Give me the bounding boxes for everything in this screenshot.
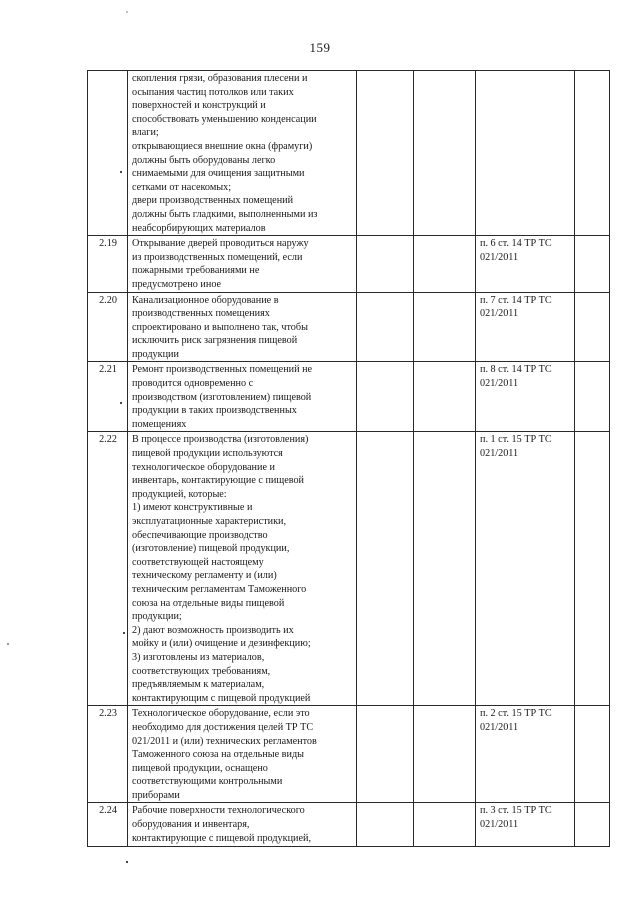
reference-cell: п. 6 ст. 14 ТР ТС 021/2011: [476, 236, 575, 292]
scan-speck: [126, 861, 128, 863]
row-number-cell: 2.21: [88, 362, 128, 432]
requirement-text-cell: Открывание дверей проводиться наружу из производственных помещений, если пожарными требованиями не предусмотрено иное: [128, 236, 357, 292]
scan-speck: [7, 643, 9, 645]
reference-cell: п. 3 ст. 15 ТР ТС 021/2011: [476, 803, 575, 847]
row-number-cell: 2.20: [88, 292, 128, 362]
page-number: 159: [309, 40, 331, 55]
row-number-cell: 2.24: [88, 803, 128, 847]
requirement-text-cell: Технологическое оборудование, если это необходимо для достижения целей ТР ТС 021/2011 и (или) технических регламентов Таможенного союза на отдельные виды пищевой продукции, оснащено соответствующими контрольными приборами: [128, 706, 357, 803]
requirement-text-cell: скопления грязи, образования плесени и осыпания частиц потолков или таких поверхностей и конструкций и способствовать уменьшению конденсации влаги; открывающиеся внешние окна (фрамуги) должны быть оборудованы легко снимаемыми для очищения защитными сетками от насекомых; двери производственных помещений должны быть гладкими, выполненными из неабсорбирующих материалов: [128, 71, 357, 236]
reference-cell: п. 8 ст. 14 ТР ТС 021/2011: [476, 362, 575, 432]
scan-speck: [120, 171, 122, 173]
requirement-text-cell: Канализационное оборудование в производственных помещениях спроектировано и выполнено так, чтобы исключить риск загрязнения пищевой продукции: [128, 292, 357, 362]
scan-speck: [120, 402, 122, 404]
row-number-cell: 2.22: [88, 432, 128, 706]
requirement-text-cell: Рабочие поверхности технологического оборудования и инвентаря, контактирующие с пищевой продукцией,: [128, 803, 357, 847]
row-number-cell: 2.23: [88, 706, 128, 803]
reference-cell: п. 7 ст. 14 ТР ТС 021/2011: [476, 292, 575, 362]
requirement-text-cell: В процессе производства (изготовления) пищевой продукции используются технологическое оборудование и инвентарь, контактирующие с пищевой продукцией, которые: 1) имеют конструктивные и эксплуатационные характеристики, обеспечивающие производство (изготовление) пищевой продукции, соответствующей настоящему техническому регламенту и (или) техническим регламентам Таможенного союза на отдельные виды пищевой продукции; 2) дают возможность производить их мойку и (или) очищение и дезинфекцию; 3) изготовлены из материалов, соответствующих требованиям, предъявляемым к материалам, контактирующим с пищевой продукцией: [128, 432, 357, 706]
requirement-text-cell: Ремонт производственных помещений не проводится одновременно с производством (изготовлением) пищевой продукции в таких производственных помещениях: [128, 362, 357, 432]
reference-cell: п. 2 ст. 15 ТР ТС 021/2011: [476, 706, 575, 803]
reference-cell: п. 1 ст. 15 ТР ТС 021/2011: [476, 432, 575, 706]
scan-speck: [123, 632, 125, 634]
scan-speck: [126, 11, 128, 13]
row-number-cell: 2.19: [88, 236, 128, 292]
